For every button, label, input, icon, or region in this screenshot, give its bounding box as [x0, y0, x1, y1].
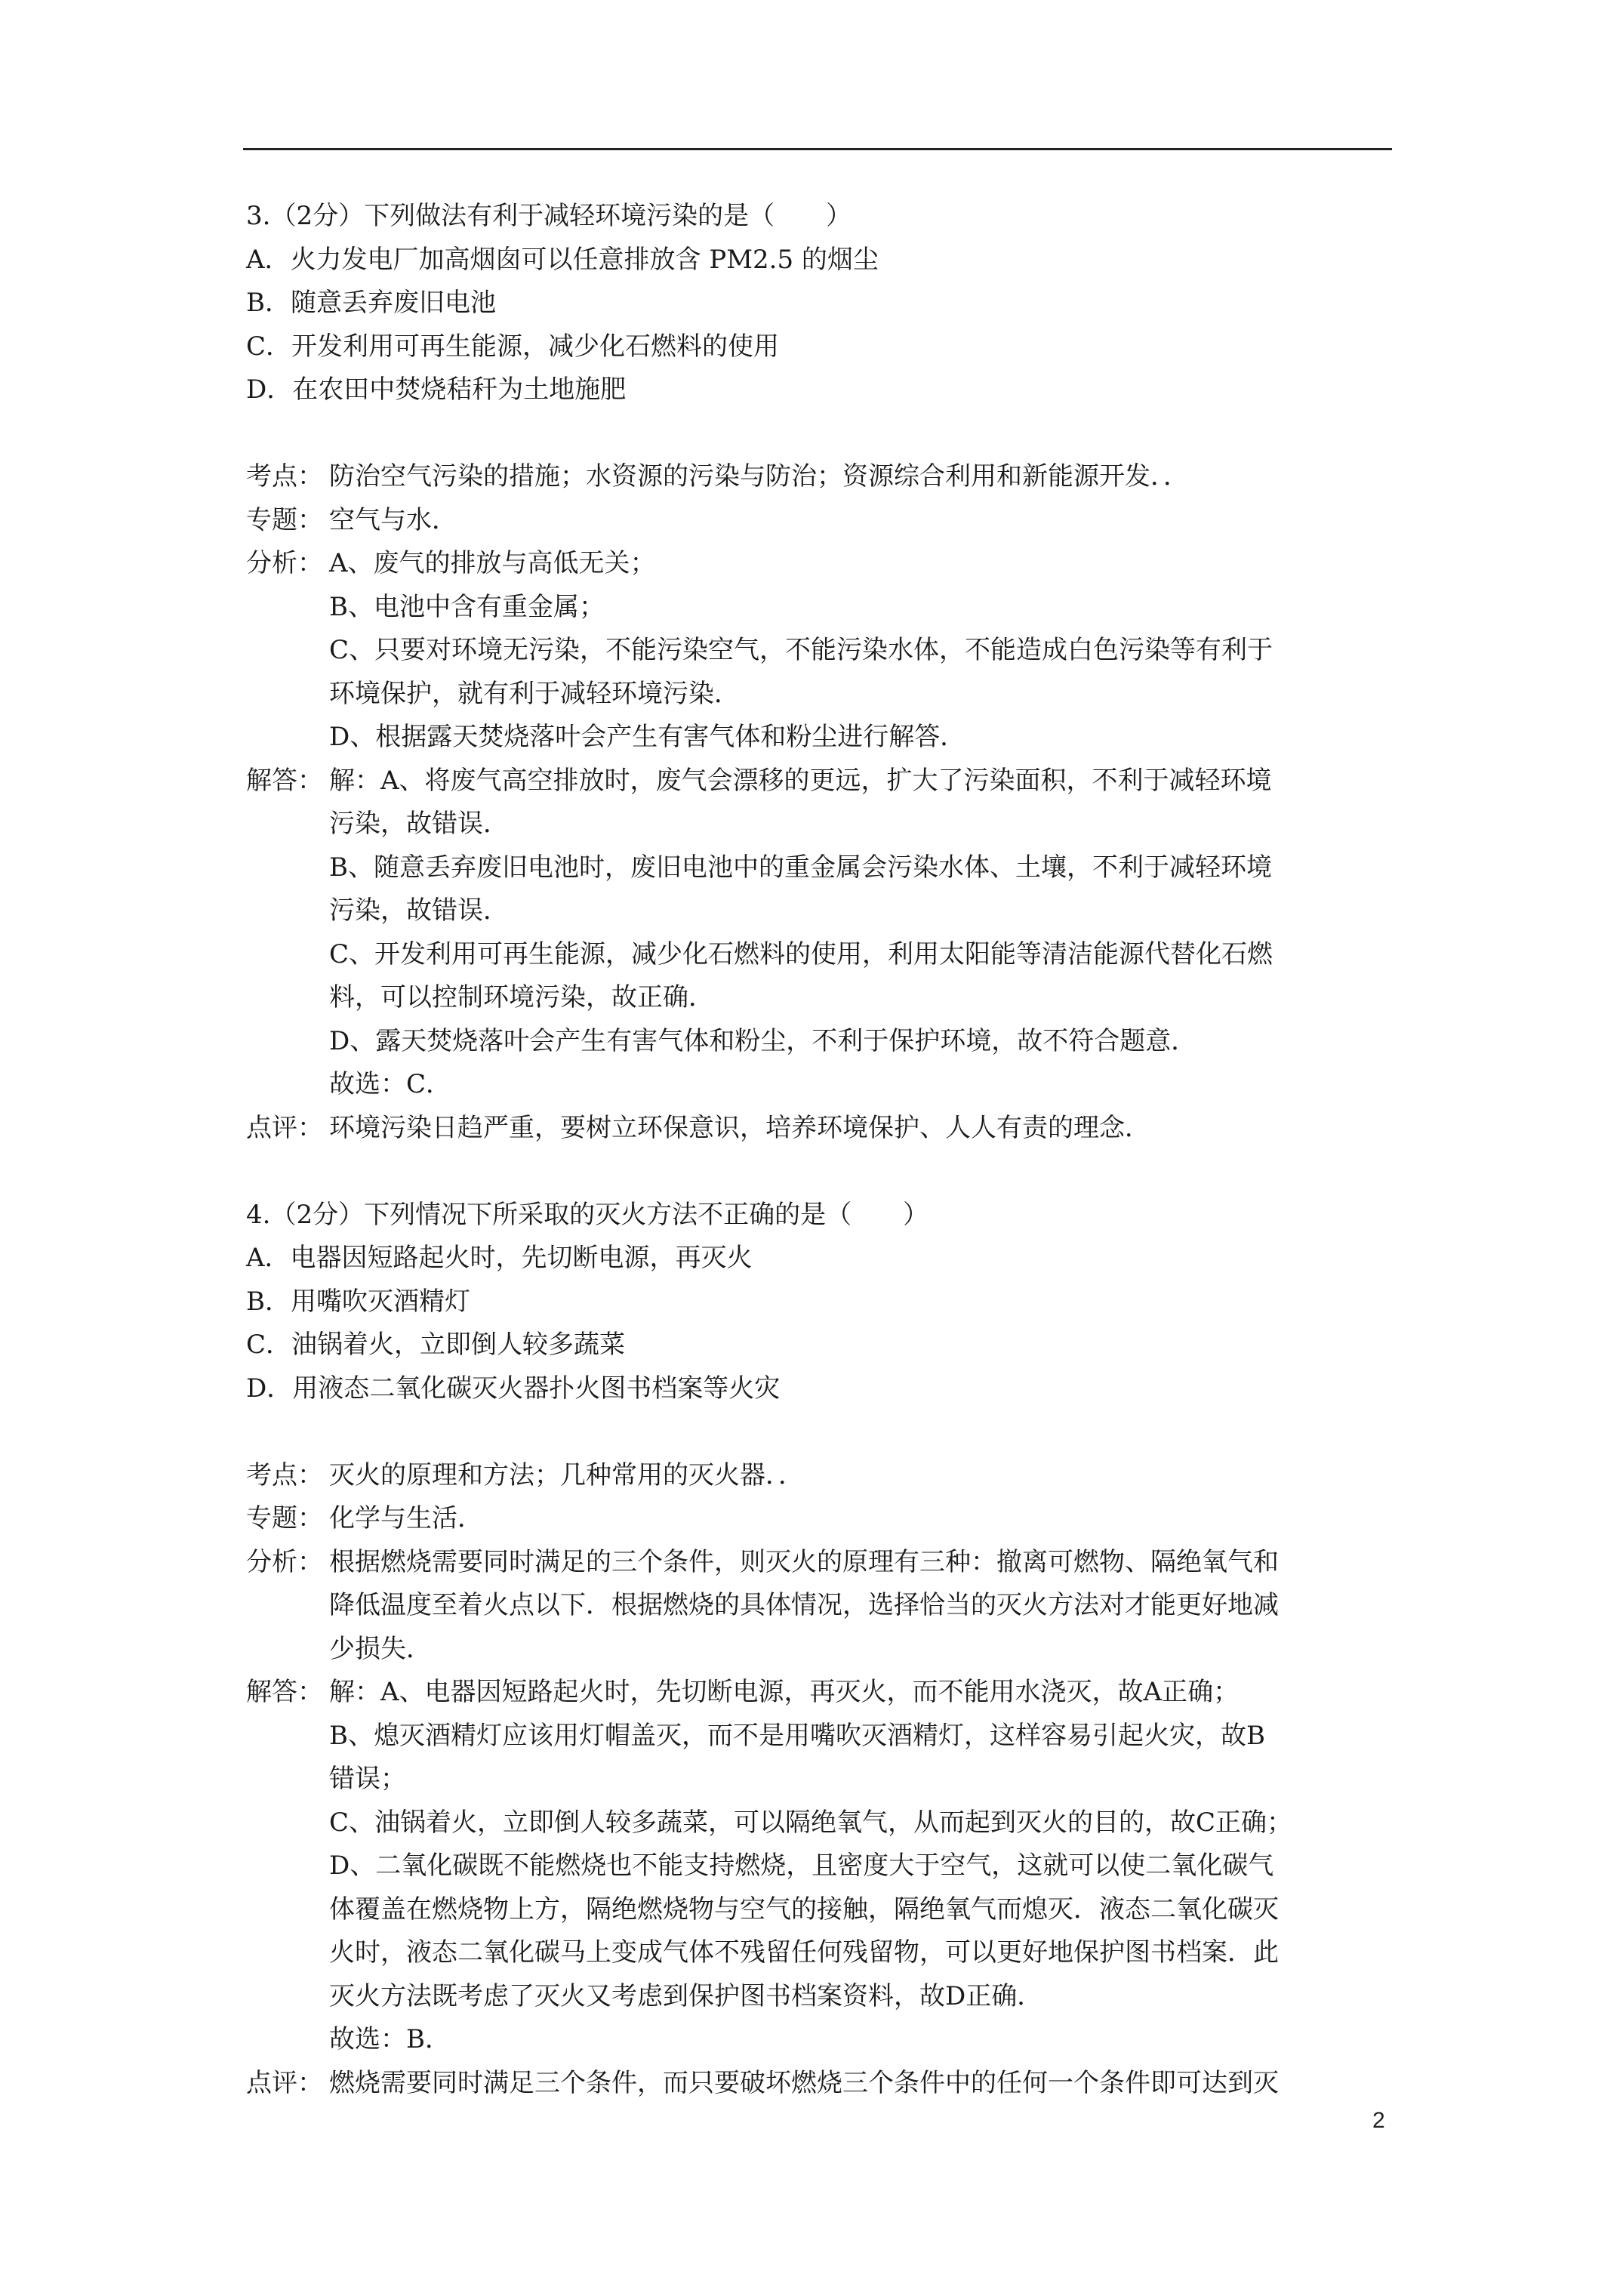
fenxi-row [246, 1541, 1394, 1672]
jieda-line: 解：A、将废气高空排放时，废气会漂移的更远，扩大了污染面积，不利于减轻环境 [329, 765, 1272, 796]
jieda-line: C、油锅着火，立即倒人较多蔬菜，可以隔绝氧气，从而起到灭火的目的，故C正确； [329, 1807, 1293, 1838]
option-a: A．火力发电厂加高烟囱可以任意排放含 PM2.5 的烟尘 [246, 244, 879, 275]
kaodian-row [246, 1454, 1394, 1498]
jieda-row [246, 760, 1394, 1107]
fenxi-label: 分析： [246, 548, 323, 578]
fenxi-line: 降低温度至着火点以下．根据燃烧的具体情况，选择恰当的灭火方法对才能更好地减 [329, 1590, 1279, 1620]
kaodian-text: 灭火的原理和方法；几种常用的灭火器．． [329, 1459, 804, 1490]
dianping-label: 点评： [246, 2067, 323, 2098]
zhuanti-label: 专题： [246, 504, 323, 535]
jieda-line: B、熄灭酒精灯应该用灯帽盖灭，而不是用嘴吹灭酒精灯，这样容易引起火灾，故B [329, 1720, 1265, 1751]
jieda-line: 错误； [329, 1764, 406, 1794]
dianping-line: 燃烧需要同时满足三个条件，而只要破坏燃烧三个条件中的任何一个条件即可达到灭 [329, 2067, 1279, 2098]
option-d: D．在农田中焚烧秸秆为土地施肥 [246, 374, 627, 405]
option-d: D．用液态二氧化碳灭火器扑火图书档案等火灾 [246, 1373, 781, 1404]
header-rule [243, 148, 1392, 150]
kaodian-text: 防治空气污染的措施；水资源的污染与防治；资源综合利用和新能源开发．． [329, 461, 1189, 492]
dianping-row [246, 2062, 1394, 2106]
page-number: 2 [1372, 2108, 1385, 2133]
jieda-line: D、二氧化碳既不能燃烧也不能支持燃烧，且密度大于空气，这就可以使二氧化碳气 [329, 1851, 1274, 1881]
fenxi-line: B、电池中含有重金属； [329, 591, 605, 622]
fenxi-line: A、废气的排放与高低无关； [329, 548, 656, 578]
zhuanti-label: 专题： [246, 1503, 323, 1533]
option-b: B．随意丢弃废旧电池 [246, 288, 496, 318]
question-stem: 4.（2分）下列情况下所采取的灭火方法不正确的是（ ） [246, 1199, 929, 1230]
dianping-row [246, 1107, 1394, 1151]
jieda-line: C、开发利用可再生能源，减少化石燃料的使用，利用太阳能等清洁能源代替化石燃 [329, 938, 1273, 969]
jieda-line: 体覆盖在燃烧物上方，隔绝燃烧物与空气的接触，隔绝氧气而熄灭．液态二氧化碳灭 [329, 1894, 1279, 1925]
question-4 [246, 1194, 1394, 2106]
option-a: A．电器因短路起火时，先切断电源，再灭火 [246, 1243, 753, 1273]
zhuanti-row [246, 499, 1394, 543]
jieda-line: B、随意丢弃废旧电池时，废旧电池中的重金属会污染水体、土壤，不利于减轻环境 [329, 852, 1272, 883]
fenxi-label: 分析： [246, 1546, 323, 1577]
question-stem: 3.（2分）下列做法有利于减轻环境污染的是（ ） [246, 201, 852, 231]
dianping-label: 点评： [246, 1112, 323, 1143]
fenxi-line: 少损失． [329, 1633, 432, 1664]
fenxi-line: 根据燃烧需要同时满足的三个条件，则灭火的原理有三种：撤离可燃物、隔绝氧气和 [329, 1546, 1279, 1577]
question-3 [246, 195, 1394, 1150]
jieda-line: 灭火方法既考虑了灭火又考虑到保护图书档案资料，故D正确． [329, 1980, 1043, 2011]
fenxi-line: D、根据露天焚烧落叶会产生有害气体和粉尘进行解答． [329, 722, 966, 752]
document-body [246, 195, 1394, 2105]
jieda-row [246, 1671, 1394, 2062]
zhuanti-text: 化学与生活． [329, 1503, 483, 1533]
fenxi-line: C、只要对环境无污染，不能污染空气，不能污染水体，不能造成白色污染等有利于 [329, 635, 1273, 665]
fenxi-line: 环境保护，就有利于减轻环境污染． [329, 678, 740, 709]
jieda-label: 解答： [246, 1677, 323, 1707]
kaodian-label: 考点： [246, 461, 323, 492]
zhuanti-row [246, 1497, 1394, 1541]
jieda-line: 解：A、电器因短路起火时，先切断电源，再灭火，而不能用水浇灭，故A正确； [329, 1677, 1240, 1707]
jieda-line: 料，可以控制环境污染，故正确． [329, 982, 714, 1012]
jieda-line: D、露天焚烧落叶会产生有害气体和粉尘，不利于保护环境，故不符合题意． [329, 1025, 1197, 1056]
jieda-line: 故选：B． [329, 2024, 451, 2054]
jieda-label: 解答： [246, 765, 323, 796]
zhuanti-text: 空气与水． [329, 504, 457, 535]
kaodian-label: 考点： [246, 1459, 323, 1490]
option-c: C．开发利用可再生能源，减少化石燃料的使用 [246, 331, 780, 362]
jieda-line: 污染，故错误． [329, 809, 509, 839]
jieda-line: 火时，液态二氧化碳马上变成气体不残留任何残留物，可以更好地保护图书档案．此 [329, 1937, 1279, 1968]
dianping-line: 环境污染日趋严重，要树立环保意识，培养环境保护、人人有责的理念． [329, 1112, 1150, 1143]
jieda-line: 污染，故错误． [329, 895, 509, 926]
kaodian-row [246, 455, 1394, 499]
jieda-line: 故选：C． [329, 1069, 452, 1099]
option-b: B．用嘴吹灭酒精灯 [246, 1286, 470, 1317]
option-c: C．油锅着火，立即倒人较多蔬菜 [246, 1330, 626, 1360]
fenxi-row [246, 542, 1394, 760]
